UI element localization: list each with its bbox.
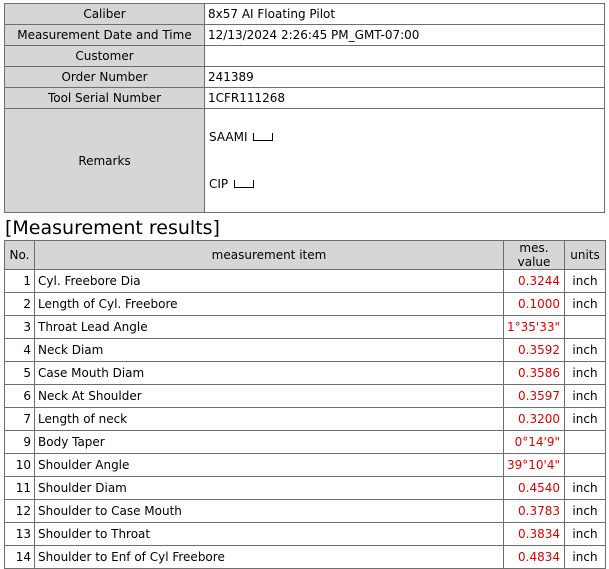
remarks-cip-text: CIP — [209, 177, 229, 191]
serial-label: Tool Serial Number — [5, 88, 205, 109]
row-number: 4 — [5, 339, 35, 362]
saami-blank — [253, 133, 273, 141]
order-label: Order Number — [5, 67, 205, 88]
table-row — [5, 477, 606, 500]
table-row — [5, 431, 606, 454]
measurement-item: Cyl. Freebore Dia — [35, 270, 504, 293]
remarks-cip — [209, 177, 254, 191]
row-number: 2 — [5, 293, 35, 316]
measurement-value: 0.3200 — [504, 408, 565, 431]
row-number: 6 — [5, 385, 35, 408]
measurement-item: Length of Cyl. Freebore — [35, 293, 504, 316]
measurement-value: 0.1000 — [504, 293, 565, 316]
measurement-value: 0.3834 — [504, 523, 565, 546]
header-item: measurement item — [35, 241, 504, 270]
measurement-value: 0.3586 — [504, 362, 565, 385]
measurement-value: 39°10'4" — [504, 454, 565, 477]
info-row-remarks — [5, 109, 605, 213]
results-body — [5, 270, 606, 569]
row-number: 13 — [5, 523, 35, 546]
measurement-unit: inch — [565, 546, 606, 569]
info-row-caliber — [5, 4, 605, 25]
measurement-item: Shoulder to Enf of Cyl Freebore — [35, 546, 504, 569]
results-header-row — [5, 241, 606, 270]
measurement-value: 1°35'33" — [504, 316, 565, 339]
table-row — [5, 546, 606, 569]
measurement-unit: inch — [565, 408, 606, 431]
remarks-label: Remarks — [5, 109, 205, 213]
header-no: No. — [5, 241, 35, 270]
measurement-unit: inch — [565, 523, 606, 546]
measurement-unit: inch — [565, 385, 606, 408]
measurement-item: Length of neck — [35, 408, 504, 431]
measurement-item: Neck Diam — [35, 339, 504, 362]
info-table — [4, 3, 605, 213]
measurement-item: Body Taper — [35, 431, 504, 454]
row-number: 10 — [5, 454, 35, 477]
order-value: 241389 — [205, 67, 605, 88]
measurement-item: Shoulder Diam — [35, 477, 504, 500]
customer-value — [205, 46, 605, 67]
table-row — [5, 385, 606, 408]
table-row — [5, 339, 606, 362]
measurement-unit: inch — [565, 362, 606, 385]
table-row — [5, 293, 606, 316]
results-title: [Measurement results] — [5, 217, 220, 239]
table-row — [5, 270, 606, 293]
table-row — [5, 523, 606, 546]
results-table — [4, 240, 606, 569]
info-row-customer — [5, 46, 605, 67]
measurement-item: Throat Lead Angle — [35, 316, 504, 339]
table-row — [5, 316, 606, 339]
measurement-unit: inch — [565, 339, 606, 362]
measurement-unit: inch — [565, 477, 606, 500]
row-number: 1 — [5, 270, 35, 293]
measurement-unit — [565, 431, 606, 454]
caliber-label: Caliber — [5, 4, 205, 25]
row-number: 11 — [5, 477, 35, 500]
measurement-item: Shoulder to Case Mouth — [35, 500, 504, 523]
cip-blank — [234, 180, 254, 188]
measurement-unit — [565, 316, 606, 339]
row-number: 7 — [5, 408, 35, 431]
measurement-value: 0.3244 — [504, 270, 565, 293]
caliber-value: 8x57 AI Floating Pilot — [205, 4, 605, 25]
table-row — [5, 408, 606, 431]
row-number: 5 — [5, 362, 35, 385]
measurement-unit: inch — [565, 500, 606, 523]
measurement-unit: inch — [565, 270, 606, 293]
table-row — [5, 500, 606, 523]
date-label: Measurement Date and Time — [5, 25, 205, 46]
measurement-value: 0.3783 — [504, 500, 565, 523]
remarks-value — [205, 109, 605, 213]
measurement-item: Neck At Shoulder — [35, 385, 504, 408]
table-row — [5, 362, 606, 385]
measurement-value: 0.4834 — [504, 546, 565, 569]
customer-label: Customer — [5, 46, 205, 67]
table-row — [5, 454, 606, 477]
header-units: units — [565, 241, 606, 270]
measurement-value: 0.3592 — [504, 339, 565, 362]
measurement-unit: inch — [565, 293, 606, 316]
remarks-saami-text: SAAMI — [209, 130, 248, 144]
measurement-value: 0.4540 — [504, 477, 565, 500]
info-row-date — [5, 25, 605, 46]
date-value: 12/13/2024 2:26:45 PM_GMT-07:00 — [205, 25, 605, 46]
row-number: 12 — [5, 500, 35, 523]
info-row-serial — [5, 88, 605, 109]
info-row-order — [5, 67, 605, 88]
measurement-item: Shoulder to Throat — [35, 523, 504, 546]
measurement-unit — [565, 454, 606, 477]
measurement-item: Case Mouth Diam — [35, 362, 504, 385]
measurement-item: Shoulder Angle — [35, 454, 504, 477]
remarks-saami — [209, 130, 273, 144]
measurement-value: 0.3597 — [504, 385, 565, 408]
measurement-value: 0°14'9" — [504, 431, 565, 454]
row-number: 3 — [5, 316, 35, 339]
row-number: 9 — [5, 431, 35, 454]
row-number: 14 — [5, 546, 35, 569]
serial-value: 1CFR111268 — [205, 88, 605, 109]
header-value: mes. value — [504, 241, 565, 270]
